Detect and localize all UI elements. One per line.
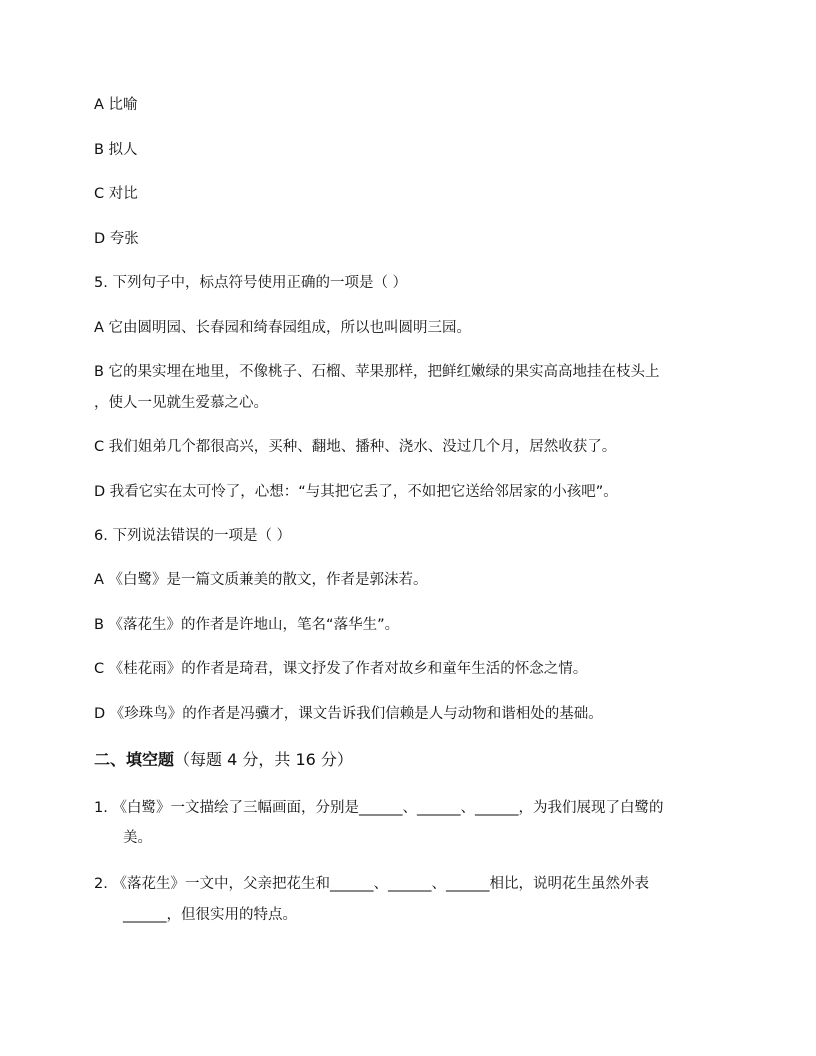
q4-option-a: A 比喻	[94, 97, 138, 113]
q4-option-d: D 夸张	[94, 231, 139, 247]
section-title: 二、填空题	[94, 750, 175, 769]
fill-q1-line1: 1. 《白鹭》一文描绘了三幅画面，分别是______、______、______，为我们展现了白鹭的	[94, 800, 664, 816]
q5-option-b-line2: ，使人一见就生爱慕之心。	[94, 395, 268, 411]
section-heading	[94, 749, 353, 771]
q4-option-c: C 对比	[94, 186, 138, 202]
q6-option-b: B 《落花生》的作者是许地山，笔名“落华生”。	[94, 617, 400, 633]
q5-option-a: A 它由圆明园、长春园和绮春园组成，所以也叫圆明三园。	[94, 320, 472, 336]
section-score-note: （每题 4 分，共 16 分）	[174, 750, 353, 769]
q5-option-b-line1: B 它的果实埋在地里，不像桃子、石榴、苹果那样，把鲜红嫩绿的果实高高地挂在枝头上	[94, 364, 660, 380]
q5-option-c: C 我们姐弟几个都很高兴，买种、翻地、播种、浇水、没过几个月，居然收获了。	[94, 439, 617, 455]
fill-q2-line2: ______，但很实用的特点。	[123, 907, 297, 923]
q6-option-a: A 《白鹭》是一篇文质兼美的散文，作者是郭沫若。	[94, 572, 428, 588]
q4-option-b: B 拟人	[94, 142, 138, 158]
q6-option-d: D 《珍珠鸟》的作者是冯骥才，课文告诉我们信赖是人与动物和谐相处的基础。	[94, 706, 603, 722]
fill-q2-line1: 2. 《落花生》一文中，父亲把花生和______、______、______相比，说明花生虽然外表	[94, 876, 649, 892]
fill-q1-line2: 美。	[123, 830, 152, 846]
q5-stem: 5. 下列句子中，标点符号使用正确的一项是（ ）	[94, 275, 408, 291]
q6-stem: 6. 下列说法错误的一项是（ ）	[94, 528, 292, 544]
q6-option-c: C 《桂花雨》的作者是琦君，课文抒发了作者对故乡和童年生活的怀念之情。	[94, 661, 588, 677]
q5-option-d: D 我看它实在太可怜了，心想：“与其把它丢了，不如把它送给邻居家的小孩吧”。	[94, 484, 618, 500]
